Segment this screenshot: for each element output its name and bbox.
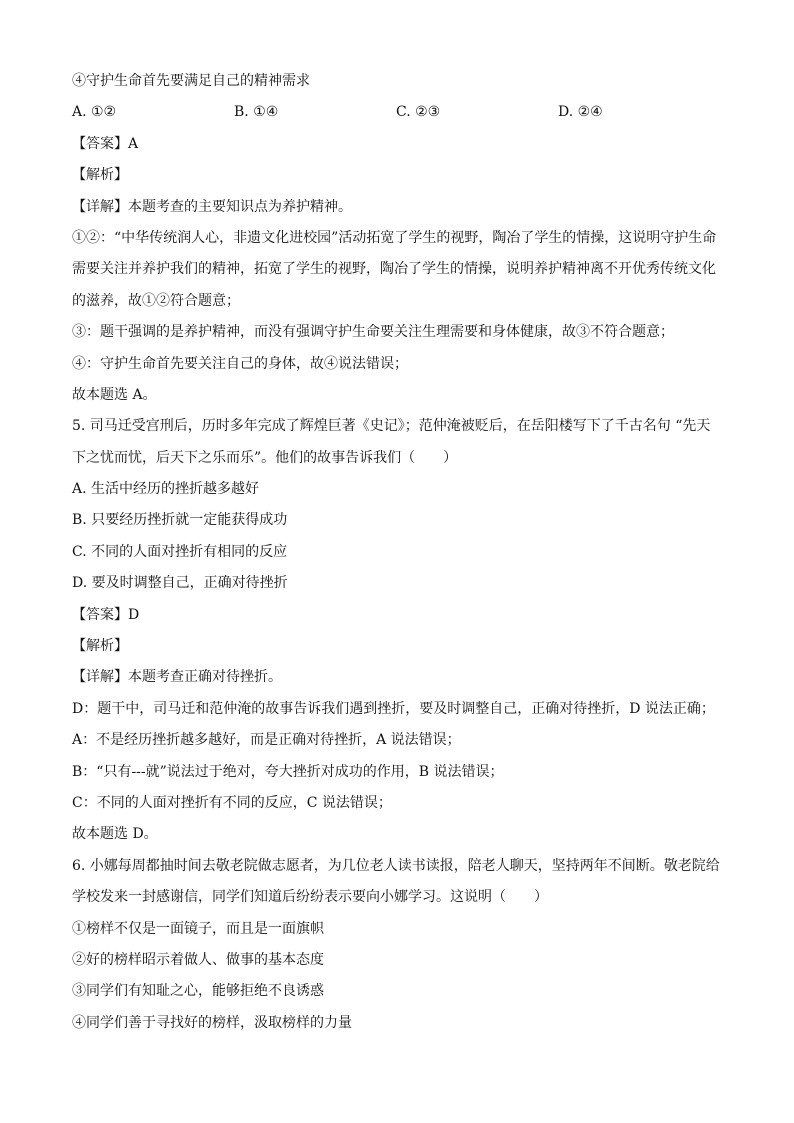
- question-6-statement-4: ④同学们善于寻找好的榜样，汲取榜样的力量: [72, 1014, 352, 1031]
- question-6-statement-2: ②好的榜样昭示着做人、做事的基本态度: [72, 951, 324, 968]
- option-d: D. ②④: [558, 104, 603, 121]
- text-line: A：不是经历挫折越多越好，而是正确对待挫折，A 说法错误；: [72, 732, 461, 749]
- question-6-stem: 6. 小娜每周都抽时间去敬老院做志愿者，为几位老人读书读报，陪老人聊天，坚持两年不间断。敬老院给: [72, 857, 720, 874]
- text-line: B：“只有---就”说法过于绝对，夸大挫折对成功的作用，B 说法错误；: [72, 763, 504, 780]
- option-a: A. ①②: [72, 104, 117, 121]
- question-5-option-a: A. 生活中经历的挫折越多越好: [72, 481, 260, 498]
- text-line: 【详解】本题考查的主要知识点为养护精神。: [72, 198, 352, 215]
- text-line: 的滋养，故①②符合题意；: [72, 292, 240, 309]
- option-c: C. ②③: [396, 104, 441, 121]
- question-5-stem: 5. 司马迁受宫刑后，历时多年完成了辉煌巨著《史记》；范仲淹被贬后，在岳阳楼写下了千古名句 “先天: [72, 418, 711, 435]
- question-5-stem: 下之忧而忧，后天下之乐而乐”。他们的故事告诉我们（ ）: [72, 449, 458, 466]
- text-line: ③：题干强调的是养护精神，而没有强调守护生命要关注生理需要和身体健康，故③不符合题意；: [72, 324, 674, 341]
- text-line: 需要关注并养护我们的精神，拓宽了学生的视野，陶冶了学生的情操，说明养护精神离不开优秀传统文化: [72, 261, 716, 278]
- text-line: 故本题选 D。: [72, 826, 158, 843]
- answer-options-row: [72, 97, 722, 128]
- text-line: D：题干中，司马迁和范仲淹的故事告诉我们遇到挫折，要及时调整自己，正确对待挫折，D 说法正确；: [72, 700, 715, 717]
- question-6-statement-3: ③同学们有知耻之心，能够拒绝不良诱惑: [72, 983, 324, 1000]
- analysis-label: 【解析】: [72, 167, 128, 184]
- document-page: [72, 66, 722, 1039]
- question-5-option-d: D. 要及时调整自己，正确对待挫折: [72, 575, 288, 592]
- text-line: 故本题选 A。: [72, 386, 157, 403]
- option-b: B. ①④: [234, 104, 279, 121]
- text-line: C：不同的人面对挫折有不同的反应，C 说法错误；: [72, 794, 392, 811]
- text-line: ①②：“中华传统润人心，非遗文化进校园”活动拓宽了学生的视野，陶冶了学生的情操，这说明守护生命: [72, 229, 717, 246]
- question-5-option-b: B. 只要经历挫折就一定能获得成功: [72, 512, 288, 529]
- answer-label: 【答案】D: [72, 606, 140, 623]
- question-5-option-c: C. 不同的人面对挫折有相同的反应: [72, 543, 288, 560]
- text-line: ④守护生命首先要满足自己的精神需求: [72, 73, 310, 89]
- question-6-statement-1: ①榜样不仅是一面镜子，而且是一面旗帜: [72, 920, 324, 937]
- question-6-stem: 学校发来一封感谢信，同学们知道后纷纷表示要向小娜学习。这说明（ ）: [72, 889, 548, 906]
- text-line: ④：守护生命首先要关注自己的身体，故④说法错误；: [72, 355, 408, 372]
- analysis-label: 【解析】: [72, 638, 128, 655]
- answer-label: 【答案】A: [72, 135, 139, 152]
- text-line: 【详解】本题考查正确对待挫折。: [72, 669, 282, 686]
